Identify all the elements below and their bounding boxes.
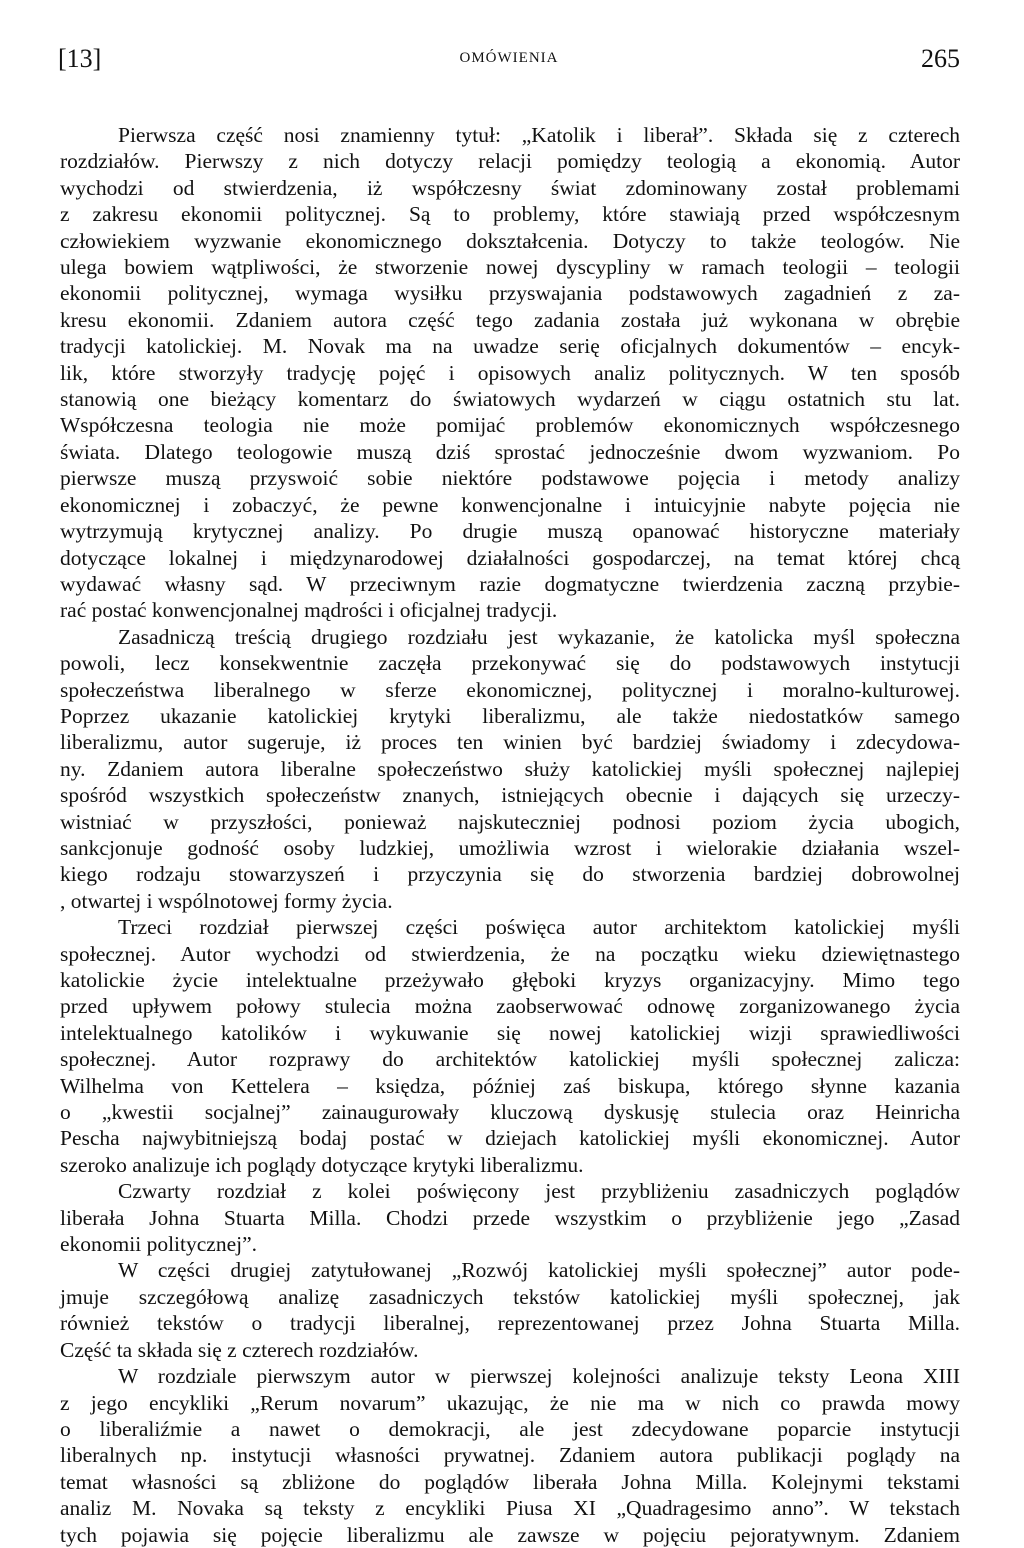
text-line: o liberaliźmie a nawet o demokracji, ale jest zdecydowane poparcie instytucji	[60, 1416, 960, 1441]
text-line: liberalnych np. instytucji własności prywatnej. Zdaniem autora publikacji poglądy na	[60, 1443, 960, 1468]
text-line: powoli, lecz konsekwentnie zaczęła przekonywać się do podstawowych instytucji	[60, 651, 960, 676]
text-line: o „kwestii socjalnej” zainaugurowały kluczową dyskusję stulecia oraz Heinricha	[60, 1100, 960, 1125]
text-line: Część ta składa się z czterech rozdziałów.	[60, 1337, 419, 1362]
text-line: Pescha najwybitniejszą bodaj postać w dziejach katolickiej myśli ekonomicznej. Autor	[60, 1126, 960, 1151]
text-line: tych pojawia się pojęcie liberalizmu ale zawsze w pojęciu pejoratywnym. Zdaniem	[60, 1522, 960, 1547]
text-line: Trzeci rozdział pierwszej części poświęca autor architektom katolickiej myśli	[118, 915, 960, 940]
text-line: rozdziałów. Pierwszy z nich dotyczy relacji pomiędzy teologią a ekonomią. Autor	[60, 149, 960, 174]
text-line: Zasadniczą treścią drugiego rozdziału jest wykazanie, że katolicka myśl społeczna	[118, 624, 960, 649]
text-line: ekonomii politycznej, wymaga wysiłku przyswajania podstawowych zagadnień z za-	[60, 281, 960, 306]
running-head	[58, 44, 960, 84]
page-number: 265	[921, 44, 960, 73]
text-line: W części drugiej zatytułowanej „Rozwój katolickiej myśli społecznej” autor pode-	[118, 1258, 960, 1283]
section-title: OMÓWIENIA	[459, 50, 559, 66]
text-line: analiz M. Novaka są teksty z encykliki Piusa XI „Quadragesimo anno”. W tekstach	[60, 1496, 960, 1521]
text-line: jmuje szczegółową analizę zasadniczych tekstów katolickiej myśli społecznej, jak	[60, 1284, 960, 1309]
text-line: liberała Johna Stuarta Milla. Chodzi przede wszystkim o przybliżenie jego „Zasad	[60, 1205, 960, 1230]
text-line: stanowią one bieżący komentarz do światowych wydarzeń w ciągu ostatnich stu lat.	[60, 387, 960, 412]
text-line: temat własności są zbliżone do poglądów liberała Johna Milla. Kolejnymi tekstami	[60, 1469, 960, 1494]
text-line: społeczeństwa liberalnego w sferze ekonomicznej, politycznej i moralno-kulturowej.	[60, 677, 960, 702]
text-line: szeroko analizuje ich poglądy dotyczące krytyki liberalizmu.	[60, 1152, 584, 1177]
text-line: wytrzymują krytycznej analizy. Po drugie muszą opanować historyczne materiały	[60, 519, 960, 544]
text-line: dotyczące lokalnej i międzynarodowej działalności gospodarczej, na temat której chcą	[60, 545, 960, 570]
text-line: świata. Dlatego teologowie muszą dziś sprostać jednocześnie dwom wyzwaniom. Po	[60, 439, 960, 464]
text-line: ny. Zdaniem autora liberalne społeczeństwo służy katolickiej myśli społecznej najlepiej	[60, 756, 960, 781]
text-line: spośród wszystkich społeczeństw znanych, istniejących obecnie i dających się urzeczy-	[60, 783, 960, 808]
text-line: Poprzez ukazanie katolickiej krytyki liberalizmu, ale także niedostatków samego	[60, 703, 960, 728]
text-line: intelektualnego katolików i wykuwanie się nowej katolickiej wizji sprawiedliwości	[60, 1020, 960, 1045]
paragraph	[60, 1363, 960, 1548]
text-line: liberalizmu, autor sugeruje, iż proces ten winien być bardziej świadomy i zdecydowa-	[60, 730, 960, 755]
text-line: wychodzi od stwierdzenia, iż współczesny świat zdominowany został problemami	[60, 175, 960, 200]
text-line: sankcjonuje godność osoby ludzkiej, umożliwia wzrost i wielorakie działania wszel-	[60, 835, 960, 860]
text-line: tradycji katolickiej. M. Novak ma na uwadze serię oficjalnych dokumentów – encyk-	[60, 334, 960, 359]
text-line: również tekstów o tradycji liberalnej, reprezentowanej przez Johna Stuarta Milla.	[60, 1311, 960, 1336]
text-line: ekonomicznej i zobaczyć, że pewne konwencjonalne i intuicyjnie nabyte pojęcia nie	[60, 492, 960, 517]
text-line: kiego rodzaju stowarzyszeń i przyczynia się do stworzenia bardziej dobrowolnej	[60, 862, 960, 887]
text-line: z zakresu ekonomii politycznej. Są to problemy, które stawiają przed współczesnym	[60, 202, 960, 227]
text-line: W rozdziale pierwszym autor w pierwszej kolejności analizuje teksty Leona XIII	[118, 1364, 960, 1389]
section-number: [13]	[58, 44, 102, 73]
text-line: Współczesna teologia nie może pomijać problemów ekonomicznych współczesnego	[60, 413, 960, 438]
text-line: z jego encykliki „Rerum novarum” ukazując, że nie ma w nich co prawda mowy	[60, 1390, 960, 1415]
text-line: człowiekiem wyzwanie ekonomicznego dokształcenia. Dotyczy to także teologów. Nie	[60, 228, 960, 253]
body-text	[60, 122, 960, 1548]
text-line: ulega bowiem wątpliwości, że stworzenie nowej dyscypliny w ramach teologii – teologii	[60, 255, 960, 280]
paragraph	[60, 122, 960, 624]
text-line: katolickie życie intelektualne przeżywało głęboki kryzys organizacyjny. Mimo tego	[60, 968, 960, 992]
text-line: , otwartej i wspólnotowej formy życia.	[60, 888, 393, 913]
text-line: pierwsze muszą przyswoić sobie niektóre podstawowe pojęcia i metody analizy	[60, 466, 960, 491]
text-line: społecznej. Autor wychodzi od stwierdzenia, że na początku wieku dziewiętnastego	[60, 941, 960, 966]
text-line: przed upływem połowy stulecia można zaobserwować odnowę zorganizowanego życia	[60, 994, 960, 1019]
text-line: Wilhelma von Kettelera – księdza, później zaś biskupa, którego słynne kazania	[60, 1073, 960, 1098]
paragraph	[60, 624, 960, 914]
text-line: wistniać w przyszłości, ponieważ najskuteczniej podnosi poziom życia ubogich,	[60, 809, 960, 834]
text-line: ekonomii politycznej”.	[60, 1232, 258, 1257]
text-line: Pierwsza część nosi znamienny tytuł: „Katolik i liberał”. Składa się z czterech	[118, 123, 960, 147]
text-line: lik, które stworzyły tradycję pojęć i opisowych analiz politycznych. W ten sposób	[60, 360, 960, 385]
text-line: Czwarty rozdział z kolei poświęcony jest przybliżeniu zasadniczych poglądów	[118, 1179, 960, 1204]
text-line: rać postać konwencjonalnej mądrości i oficjalnej tradycji.	[60, 598, 558, 623]
paragraph	[60, 914, 960, 1178]
paragraph	[60, 1178, 960, 1257]
text-line: wydawać własny sąd. W przeciwnym razie dogmatyczne twierdzenia zaczną przybie-	[60, 571, 960, 596]
paragraph	[60, 1257, 960, 1363]
text-line: kresu ekonomii. Zdaniem autora część tego zadania została już wykonana w obrębie	[60, 307, 960, 332]
text-line: społecznej. Autor rozprawy do architektów katolickiej myśli społecznej zalicza:	[60, 1047, 960, 1072]
